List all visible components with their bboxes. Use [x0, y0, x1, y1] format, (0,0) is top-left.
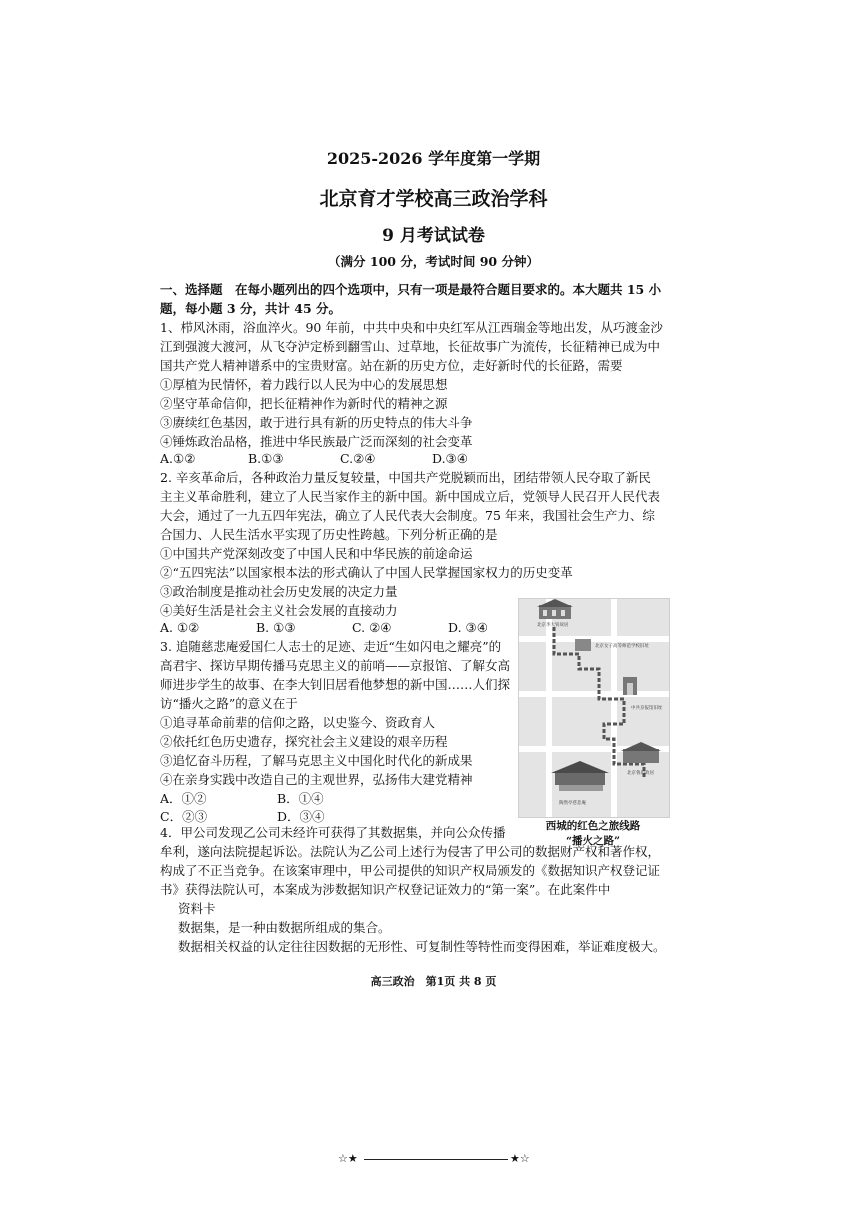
building-icon — [623, 677, 637, 695]
school-title: 北京育才学校高三政治学科 — [319, 188, 548, 210]
q1-stem-line: 国共产党人精神谱系中的宝贵财富。站在新的历史方位，走好新时代的长征路，需要 — [160, 358, 623, 373]
route-map-figure — [518, 598, 670, 818]
q1-option-a[interactable]: A.①② — [160, 451, 196, 466]
q2-option-d[interactable]: D. ③④ — [448, 620, 488, 635]
q3-stem-line: 师进步学生的故事、在李大钊旧居看他梦想的新中国……人们探 — [160, 677, 511, 692]
info-card-line: 数据集，是一种由数据所组成的集合。 — [178, 920, 391, 935]
info-card-line: 数据相关权益的认定往往因数据的无形性、可复制性等特性而变得困难，举证难度极大。 — [178, 939, 666, 954]
map-stop-label: 北京李大钊故居 — [537, 623, 569, 628]
q2-statement: ④美好生活是社会主义社会发展的直接动力 — [160, 603, 398, 618]
q2-stem-line: 2. 辛亥革命后，各种政治力量反复较量，中国共产党脱颖而出，团结带领人民夺取了新民 — [160, 470, 651, 485]
q1-options — [160, 451, 468, 466]
q3-statement: ②依托红色历史遗存，探究社会主义建设的艰辛历程 — [160, 734, 448, 749]
q3-options-row-2 — [160, 807, 325, 825]
q4-stem-line: 牟利，遂向法院提起诉讼。法院认为乙公司上述行为侵害了甲公司的数据财产权和著作权， — [160, 844, 661, 859]
map-stop-label: 北京女子高等师范学校旧址 — [595, 644, 649, 649]
q1-stem-line: 1、栉风沐雨，浴血淬火。90 年前，中共中央和中央红军从江西瑞金等地出发，从巧渡金沙 — [160, 320, 663, 335]
map-stop-label: 中共京报馆旧址 — [631, 706, 663, 711]
map-stop-label: 北京鲁迅故居 — [627, 771, 654, 776]
q3-stem-line: 3. 追随慈悲庵爱国仁人志士的足迹、走近“生如闪电之耀亮”的 — [160, 639, 502, 654]
building-icon — [621, 742, 661, 763]
q4-stem-line: 书》获得法院认可，本案成为涉数据知识产权登记证效力的“第一案”。在此案件中 — [160, 882, 611, 897]
q4-stem-line: 4．甲公司发现乙公司未经许可获得了其数据集，并向公众传播 — [160, 825, 506, 840]
q1-option-c[interactable]: C.②④ — [340, 451, 376, 466]
q3-option-b[interactable]: B．①④ — [277, 791, 324, 806]
q3-statement: ①追寻革命前辈的信仰之路，以史鉴今、资政育人 — [160, 715, 436, 730]
exam-title: 9 月考试试卷 — [382, 226, 485, 246]
q3-option-c[interactable]: C．②③ — [160, 809, 208, 824]
q1-statement: ②坚守革命信仰，把长征精神作为新时代的精神之源 — [160, 396, 448, 411]
q1-stem-line: 江到强渡大渡河，从飞夺泸定桥到翻雪山、过草地，长征故事广为流传，长征精神已成为中 — [160, 339, 661, 354]
q4-stem-line: 构成了不正当竞争。在该案审理中，甲公司提供的知识产权局颁发的《数据知识产权登记证 — [160, 863, 661, 878]
pavilion-icon — [551, 761, 609, 791]
q2-statement: ①中国共产党深刻改变了中国人民和中华民族的前途命运 — [160, 546, 473, 561]
q3-stem-line: 高君宇、探访早期传播马克思主义的前哨——京报馆、了解女高 — [160, 658, 511, 673]
exam-term: 2025-2026 学年度第一学期 — [326, 149, 541, 168]
star-icon: ☆★ — [338, 1152, 358, 1165]
q3-option-d[interactable]: D．③④ — [277, 809, 325, 824]
building-icon — [575, 639, 591, 651]
star-icon: ★☆ — [510, 1152, 530, 1165]
section-heading-line-2: 题，每小题 3 分，共计 45 分。 — [160, 301, 342, 316]
q2-stem-line: 大会，通过了一九五四年宪法，确立了人民代表大会制度。75 年来，我国社会生产力、综 — [160, 508, 655, 523]
q2-statement: ③政治制度是推动社会历史发展的决定力量 — [160, 584, 398, 599]
q1-statement: ④锤炼政治品格，推进中华民族最广泛而深刻的社会变革 — [160, 434, 473, 449]
q2-statement: ②“五四宪法”以国家根本法的形式确认了中国人民掌握国家权力的历史变革 — [160, 565, 573, 580]
figure-caption-line-2: “播火之路” — [565, 835, 621, 847]
building-icon — [537, 599, 573, 619]
exam-info: （满分 100 分，考试时间 90 分钟） — [328, 254, 539, 269]
section-heading-line-1: 一、选择题 在每小题列出的四个选项中，只有一项是最符合题目要求的。本大题共 15 小 — [160, 282, 662, 297]
q3-option-a[interactable]: A．①② — [160, 791, 207, 806]
q2-option-a[interactable]: A. ①② — [160, 620, 200, 635]
q2-stem-line: 合国力、人民生活水平实现了历史性跨越。下列分析正确的是 — [160, 527, 498, 542]
q2-stem-line: 主主义革命胜利，建立了人民当家作主的新中国。新中国成立后，党领导人民召开人民代表 — [160, 489, 661, 504]
q3-stem-line: 访“播火之路”的意义在于 — [160, 696, 298, 711]
page-footer: 高三政治 第1页 共 8 页 — [370, 975, 497, 988]
route-map-illustration — [519, 599, 669, 817]
q2-option-c[interactable]: C. ②④ — [352, 620, 392, 635]
q3-statement: ③追忆奋斗历程，了解马克思主义中国化时代化的新成果 — [160, 753, 473, 768]
info-card-title: 资料卡 — [178, 901, 216, 916]
star-divider — [338, 1152, 534, 1168]
q3-statement: ④在亲身实践中改造自己的主观世界，弘扬伟大建党精神 — [160, 772, 473, 787]
q1-option-b[interactable]: B.①③ — [248, 451, 284, 466]
q1-statement: ③赓续红色基因，敢于进行具有新的历史特点的伟大斗争 — [160, 415, 473, 430]
figure-caption-line-1: 西城的红色之旅线路 — [545, 820, 641, 832]
map-stop-label: 陶然亭慈悲庵 — [559, 801, 586, 806]
divider-line — [364, 1159, 508, 1160]
q2-option-b[interactable]: B. ①③ — [256, 620, 296, 635]
q1-statement: ①厚植为民情怀，着力践行以人民为中心的发展思想 — [160, 377, 448, 392]
q2-options — [160, 620, 488, 635]
q1-option-d[interactable]: D.③④ — [432, 451, 468, 466]
q3-options-row-1 — [160, 789, 324, 807]
